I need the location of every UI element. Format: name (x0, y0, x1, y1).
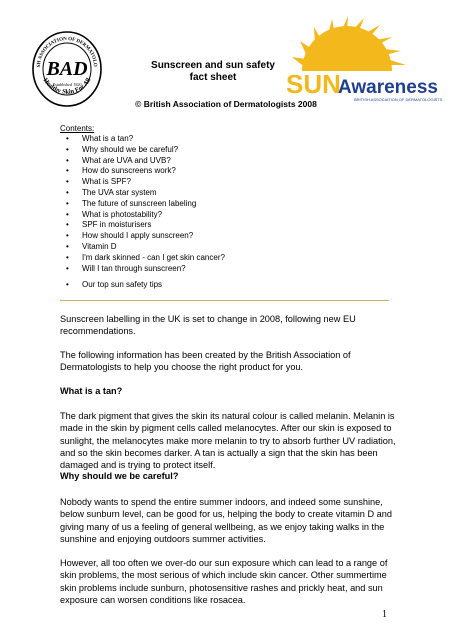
svg-text:Healthy Skin For All: Healthy Skin For All (41, 76, 93, 96)
copyright-line: © British Association of Dermatologists 2008 (135, 99, 317, 109)
intro-paragraph-1: Sunscreen labelling in the UK is set to change in 2008, following new EU recommendations. (60, 314, 356, 337)
page-title (118, 60, 308, 84)
contents-item: • What is photostability? (66, 210, 225, 221)
contents-item-sun-safety-tips: • Our top sun safety tips (66, 280, 162, 289)
contents-item: • Will I tan through sunscreen? (66, 264, 225, 275)
contents-item: • Vitamin D (66, 242, 225, 253)
contents-item: • The future of sunscreen labeling (66, 199, 225, 210)
section-text-tan: The dark pigment that gives the skin its natural colour is called melanin. Melanin is made in the skin by pigment cells called melanocytes. After our skin is exposed to sunlight, the melanocytes make more melanin to try to absorb further UV radiation, and so the skin becomes darker. A tan is actually a sign that the skin has been damaged and is trying to protect itself. (60, 411, 396, 471)
page-number: 1 (382, 609, 387, 620)
contents-list (66, 134, 225, 274)
contents-heading: Contents: (60, 124, 95, 133)
sun-word: SUN (286, 69, 341, 99)
section-text-careful-2: However, all too often we over-do our sun exposure which can lead to a range of skin problems, the most serious of which include skin cancer. Other summertime skin problems include sunburn, photosensitive rashes and prickly heat, and sun exposure can worsen conditions like rosacea. (60, 558, 388, 605)
intro-paragraph-2: The following information has been created by the British Association of Dermatologists to help you choose the right product for you. (60, 350, 351, 373)
section-heading-tan: What is a tan? (60, 386, 123, 396)
contents-item: • What is a tan? (66, 134, 225, 145)
bad-seal-logo-icon (31, 30, 103, 108)
contents-item: • Why should we be careful? (66, 145, 225, 156)
contents-item: • What are UVA and UVB? (66, 156, 225, 167)
logo-subtitle: BRITISH ASSOCIATION OF DERMATOLOGISTS (354, 97, 443, 102)
section-divider (60, 300, 389, 301)
svg-text:Established 1920: Established 1920 (52, 82, 82, 87)
contents-item: • SPF in moisturisers (66, 220, 225, 231)
svg-text:BRITISH ASSOCIATION OF DERMATO: SH ASSOCIATION OF DERMATOLO (36, 36, 98, 68)
svg-text:BAD: BAD (46, 58, 88, 80)
contents-item: • How should I apply sunscreen? (66, 231, 225, 242)
awareness-word: Awareness (338, 77, 438, 98)
contents-item: • How do sunscreens work? (66, 166, 225, 177)
sun-awareness-logo-icon (284, 13, 443, 103)
contents-item: • The UVA star system (66, 188, 225, 199)
title-line-2: fact sheet (189, 72, 237, 83)
title-line-1: Sunscreen and sun safety (151, 60, 275, 71)
contents-item: • What is SPF? (66, 177, 225, 188)
section-text-careful-1: Nobody wants to spend the entire summer indoors, and indeed some sunshine, below sunburn level, can be good for us, helping the body to create vitamin D and giving many of us a feeling of general wellbeing, as we enjoy taking walks in the sunshine and enjoying outdoors summer activities. (60, 497, 392, 544)
contents-item: • I'm dark skinned - can I get skin cancer? (66, 253, 225, 264)
section-heading-careful: Why should we be careful? (60, 471, 179, 481)
